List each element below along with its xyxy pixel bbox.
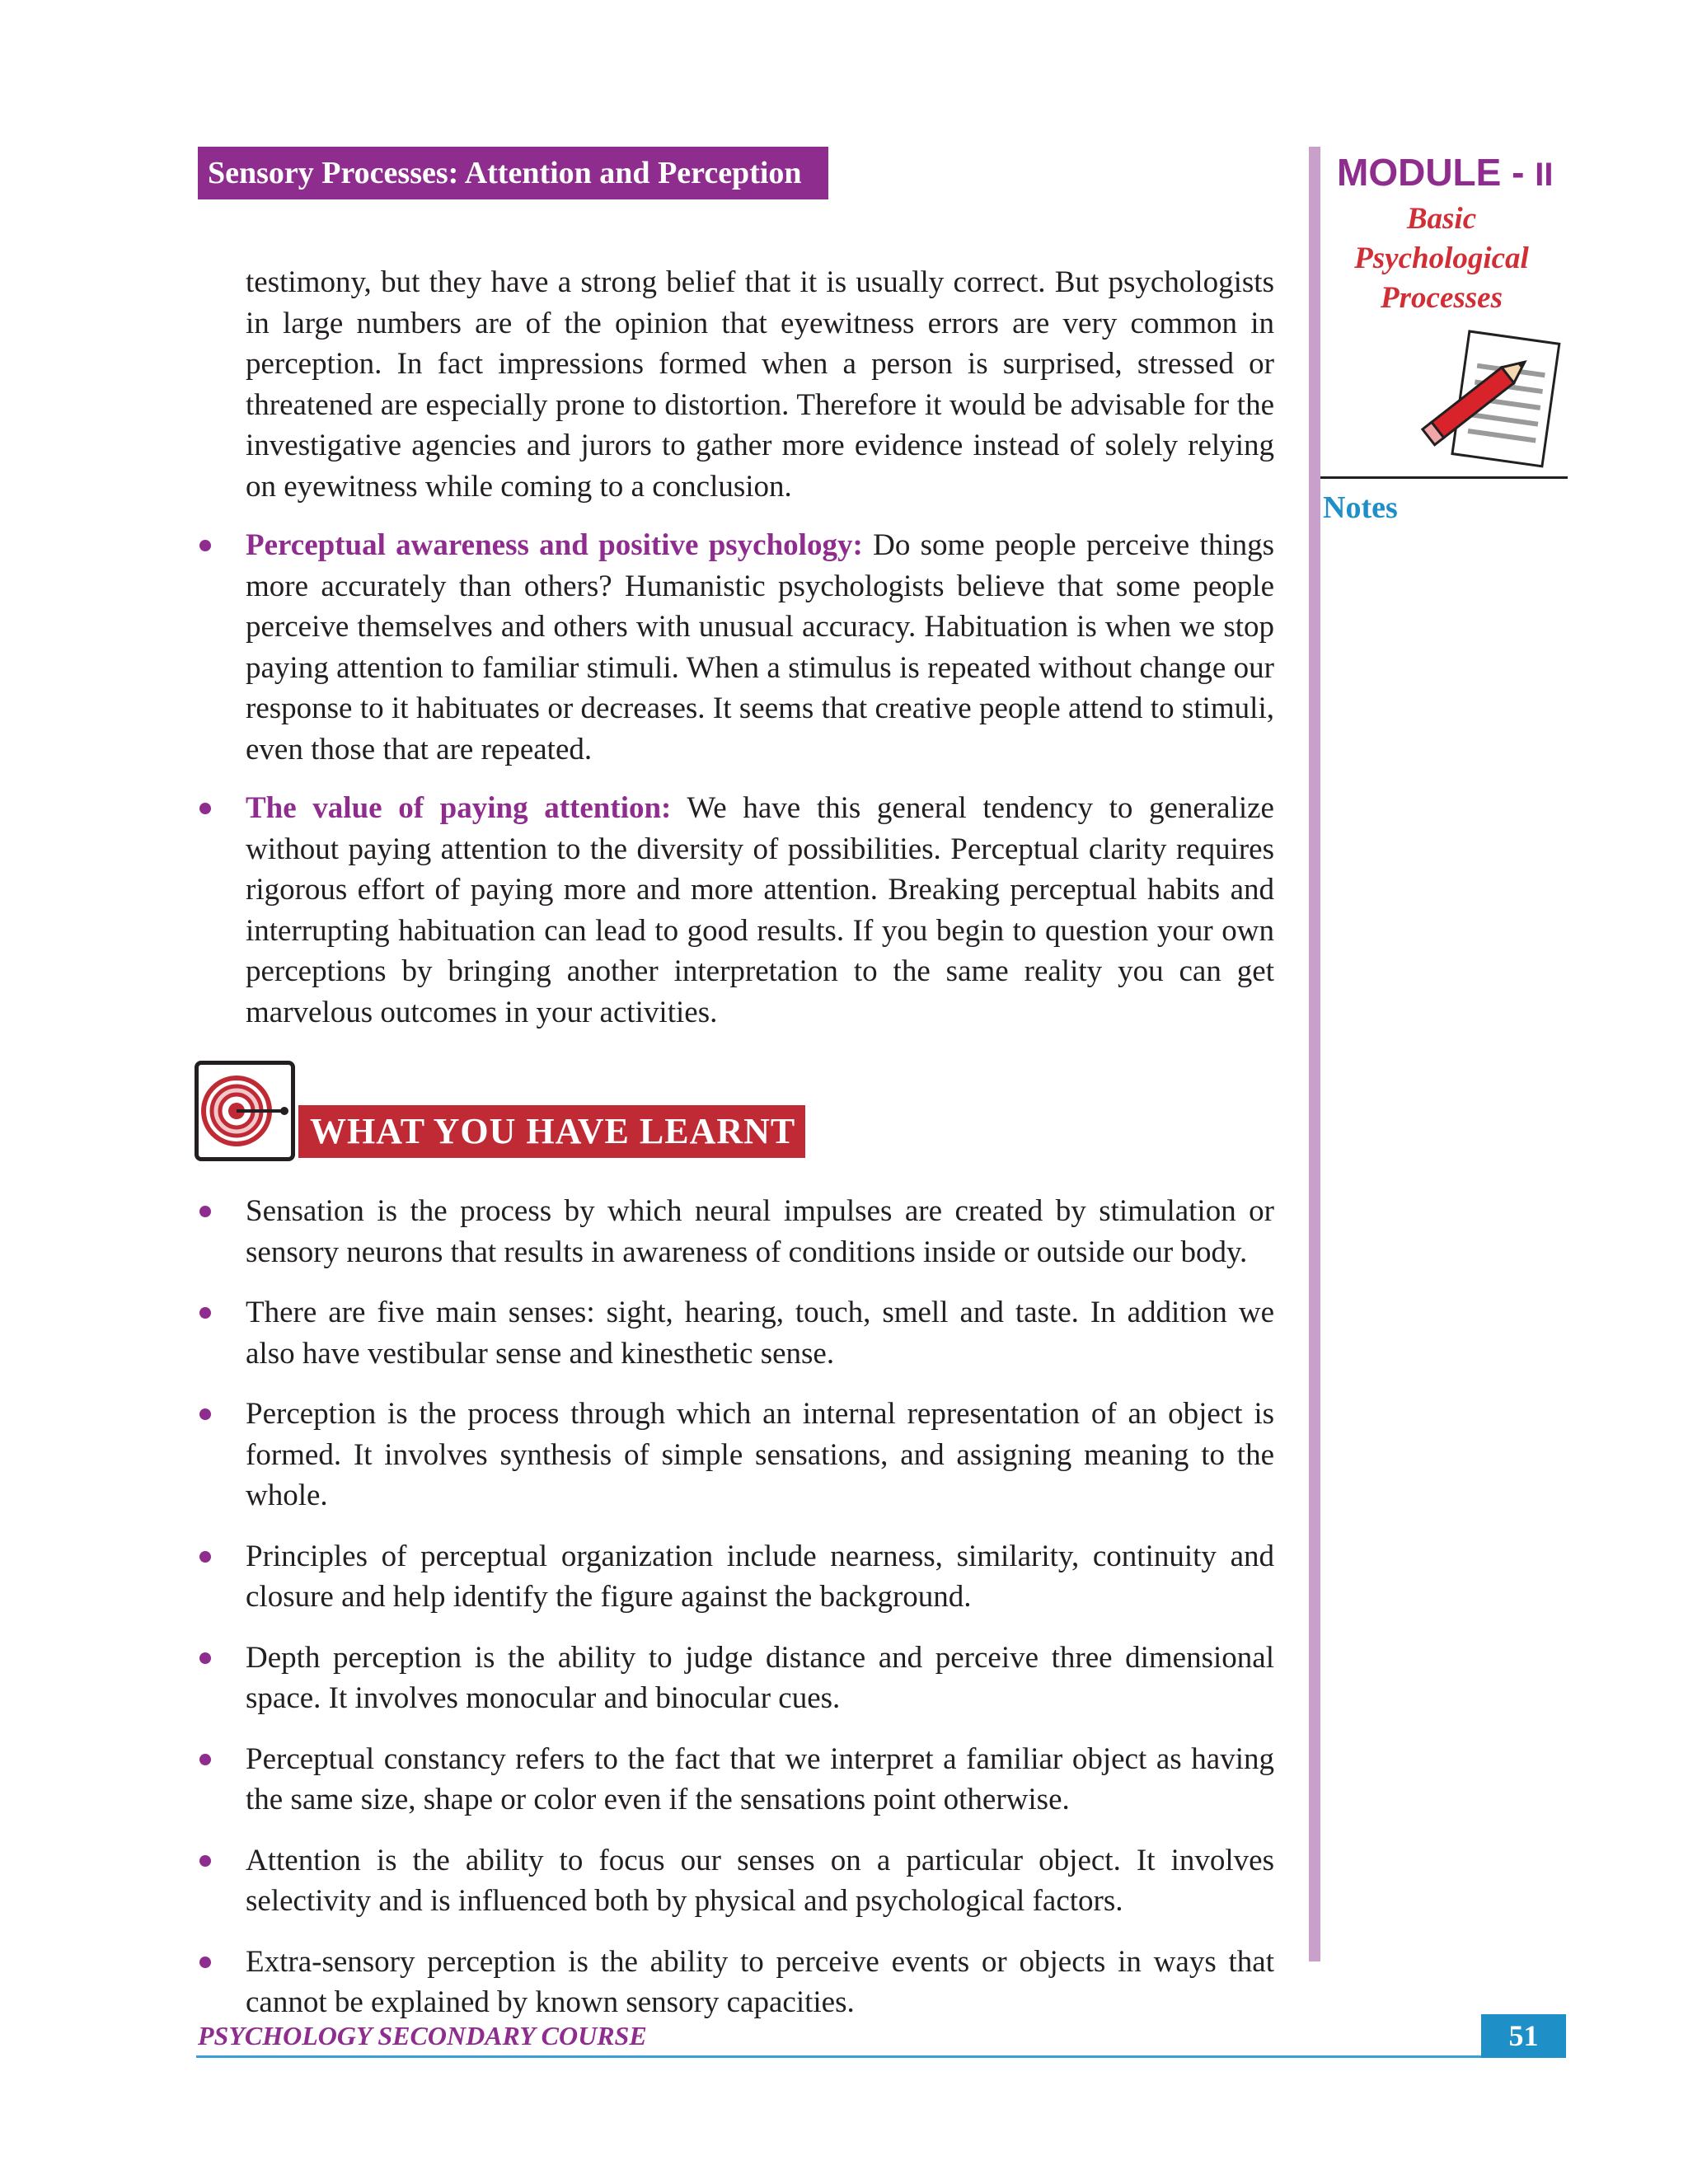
bullet-dot-icon — [199, 1754, 211, 1765]
bullet-item — [195, 525, 1274, 770]
footer-divider — [196, 2055, 1486, 2058]
learnt-item-text: Principles of perceptual organization include nearness, similarity, continuity and closure and help identify the figure against the background. — [246, 1539, 1274, 1614]
target-dart-graphic — [199, 1065, 291, 1157]
bullet-dot-icon — [199, 1652, 211, 1664]
notes-divider — [1320, 476, 1568, 479]
learnt-item-text: Attention is the ability to focus our senses on a particular object. It involves selectivity and is influenced both by physical and psychological factors. — [246, 1843, 1274, 1918]
main-content — [195, 262, 1274, 2043]
bullet-dot-icon — [199, 1307, 211, 1319]
bullet-dot-icon — [199, 1206, 211, 1217]
learnt-heading: WHAT YOU HAVE LEARNT — [298, 1105, 805, 1158]
bullet-dot-icon — [199, 1408, 211, 1420]
learnt-item-text: Perception is the process through which an internal representation of an object is formed. It involves synthesis of simple sensations, and assigning meaning to the whole. — [246, 1397, 1274, 1512]
learnt-item — [195, 1292, 1274, 1374]
target-dart-icon — [195, 1061, 295, 1161]
bullet-dot-icon — [199, 1957, 211, 1968]
learnt-item-text: Depth perception is the ability to judge distance and perceive three dimensional space. It involves monocular and binocular cues. — [246, 1640, 1274, 1715]
page-number: 51 — [1481, 2014, 1566, 2058]
module-subtitle-line: Processes — [1381, 281, 1503, 315]
module-number: II — [1535, 157, 1554, 193]
chapter-title-banner: Sensory Processes: Attention and Perception — [198, 147, 828, 199]
learnt-item-text: Sensation is the process by which neural impulses are created by stimulation or sensory neurons that results in awareness of conditions inside or outside our body. — [246, 1194, 1274, 1269]
learnt-item — [195, 1191, 1274, 1272]
learnt-item-text: There are five main senses: sight, hearing, touch, smell and taste. In addition we also have vestibular sense and kinesthetic sense. — [246, 1296, 1274, 1371]
learnt-section-header — [195, 1061, 1274, 1169]
bullet-lead: The value of paying attention: — [246, 791, 672, 825]
learnt-item — [195, 1394, 1274, 1516]
bullet-text: We have this general tendency to generalize without paying attention to the diversity of possibilities. Perceptual clarity requires rigorous effort of paying more and more attention. Breaking perceptual habits and interrupting habituation can lead to good results. If you begin to question your own perceptions by bringing another interpretation to the same reality you can get marvelous outcomes in your activities. — [246, 791, 1274, 1029]
notes-label: Notes — [1323, 490, 1398, 525]
intro-paragraph: testimony, but they have a strong belief that it is usually correct. But psychologists in large numbers are of the opinion that eyewitness errors are very common in perception. In fact impressions formed when a person is surprised, stressed or threatened are especially prone to distortion. Therefore it would be advisable for the investigative agencies and jurors to gather more evidence instead of solely relying on eyewitness while coming to a conclusion. — [246, 265, 1274, 504]
bullet-dot-icon — [199, 1551, 211, 1563]
pencil-notepad-icon — [1401, 318, 1574, 499]
module-subtitle-line: Psychological — [1354, 241, 1529, 275]
bullet-dot-icon — [199, 540, 211, 551]
learnt-item — [195, 1840, 1274, 1922]
bullet-text: Do some people perceive things more accurately than others? Humanistic psychologists believe that some people perceive themselves and others with unusual accuracy. Habituation is when we stop paying attention to familiar stimuli. When a stimulus is repeated without change our response to it habituates or decreases. It seems that creative people attend to stimuli, even those that are repeated. — [246, 528, 1274, 766]
bullet-item — [195, 788, 1274, 1033]
learnt-item — [195, 1942, 1274, 2023]
learnt-item — [195, 1638, 1274, 1719]
sidebar-divider — [1309, 147, 1320, 1961]
bullet-lead: Perceptual awareness and positive psychology: — [246, 528, 863, 562]
learnt-item-text: Extra-sensory perception is the ability to perceive events or objects in ways that cannot be explained by known sensory capacities. — [246, 1944, 1274, 2019]
learnt-list — [195, 1191, 1274, 2023]
module-word: MODULE - — [1337, 151, 1525, 194]
bullet-dot-icon — [199, 803, 211, 814]
module-subtitle-line: Basic — [1406, 202, 1477, 236]
bullet-dot-icon — [199, 1855, 211, 1867]
module-subtitle — [1325, 199, 1558, 318]
learnt-item — [195, 1536, 1274, 1618]
learnt-item-text: Perceptual constancy refers to the fact that we interpret a familiar object as having the same size, shape or color even if the sensations point otherwise. — [246, 1741, 1274, 1816]
learnt-item — [195, 1739, 1274, 1821]
course-title: PSYCHOLOGY SECONDARY COURSE — [198, 2021, 647, 2050]
module-label — [1337, 150, 1553, 194]
